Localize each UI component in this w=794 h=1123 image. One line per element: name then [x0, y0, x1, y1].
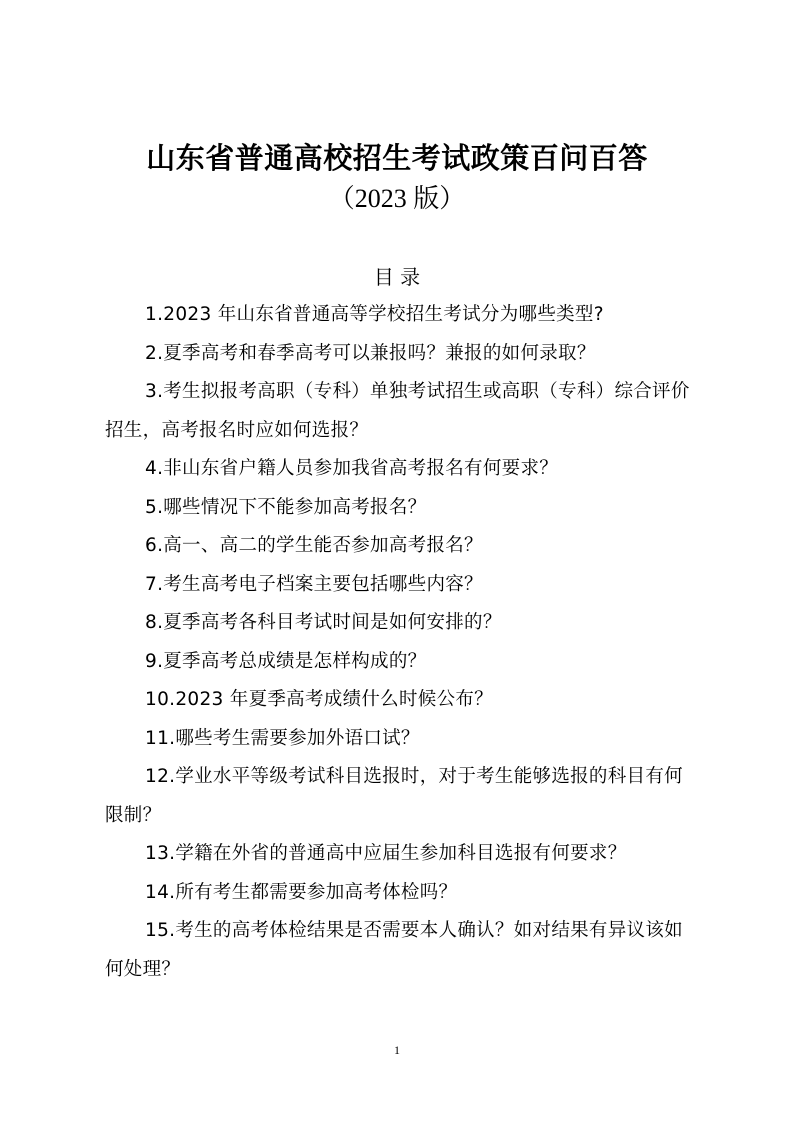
toc-item: 1.2023 年山东省普通高等学校招生考试分为哪些类型?: [145, 304, 604, 325]
page-number: 1: [394, 1043, 400, 1057]
toc-item: 6.高一、高二的学生能否参加高考报名？: [145, 535, 483, 556]
toc-item: 4.非山东省户籍人员参加我省高考报名有何要求？: [145, 458, 559, 479]
toc-item: 15.考生的高考体检结果是否需要本人确认？如对结果有异议该如何处理？: [105, 920, 683, 980]
document-title: 山东省普通高校招生考试政策百问百答: [146, 141, 648, 175]
toc-item: 8.夏季高考各科目考试时间是如何安排的？: [145, 612, 502, 633]
toc-item: 3.考生拟报考高职（专科）单独考试招生或高职（专科）综合评价招生，高考报名时应如何选报？: [105, 381, 690, 441]
table-of-contents: [105, 296, 690, 989]
toc-item: 2.夏季高考和春季高考可以兼报吗？兼报的如何录取？: [145, 342, 596, 364]
toc-item: 10.2023 年夏季高考成绩什么时候公布？: [145, 689, 493, 710]
toc-item: 14.所有考生都需要参加高考体检吗？: [145, 881, 458, 903]
document-subtitle: （2023 版）: [328, 184, 466, 213]
toc-item: 13.学籍在外省的普通高中应届生参加科目选报有何要求？: [145, 843, 627, 864]
toc-item: 12.学业水平等级考试科目选报时，对于考生能够选报的科目有何限制？: [105, 766, 683, 826]
toc-item: 7.考生高考电子档案主要包括哪些内容？: [145, 573, 483, 595]
toc-item: 5.哪些情况下不能参加高考报名？: [145, 496, 427, 518]
toc-item: 11.哪些考生需要参加外语口试？: [145, 727, 420, 749]
toc-heading: 目 录: [373, 265, 421, 289]
toc-item: 9.夏季高考总成绩是怎样构成的？: [145, 650, 427, 672]
